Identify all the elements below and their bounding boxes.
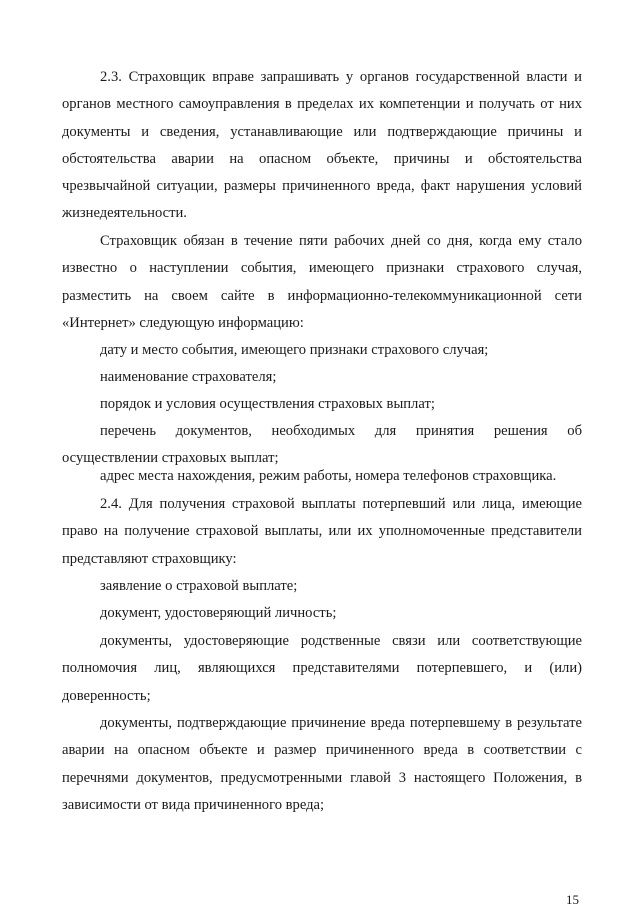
paragraph-2-4: 2.4. Для получения страховой выплаты потерпевший или лица, имеющие право на получение страховой выплаты, или их уполномоченные представители представляют страховщику:: [62, 496, 582, 567]
list-item-payment-claim: заявление о страховой выплате;: [100, 578, 298, 594]
list-item-payment-procedure: порядок и условия осуществления страховых выплат;: [100, 396, 435, 412]
list-item-harm-documents: документы, подтверждающие причинение вреда потерпевшему в результате аварии на опасном объекте и размер причиненного вреда в соответствии с перечнями документов, предусмотренными главой 3 настоящего Положения, в зависимости от вида причиненного вреда;: [62, 715, 582, 813]
paragraph-insurer-obligation: Страховщик обязан в течение пяти рабочих дней со дня, когда ему стало известно о наступлении события, имеющего признаки страхового случая, разместить на своем сайте в информационно-телекоммуникационной сети «Интернет» следующую информацию:: [62, 233, 582, 331]
paragraph-2-3: 2.3. Страховщик вправе запрашивать у органов государственной власти и органов местного самоуправления в пределах их компетенции и получать от них документы и сведения, устанавливающие или подтверждающие причины и обстоятельства аварии на опасном объекте, причины и обстоятельства чрезвычайной ситуации, размеры причиненного вреда, факт нарушения условий жизнедеятельности.: [62, 69, 582, 222]
list-item-insurer-address: адрес места нахождения, режим работы, номера телефонов страховщика.: [100, 468, 557, 484]
list-item-event-date: дату и место события, имеющего признаки страхового случая;: [100, 342, 489, 358]
page-number: 15: [566, 892, 579, 907]
list-item-policyholder-name: наименование страхователя;: [100, 369, 277, 385]
list-item-identity-document: документ, удостоверяющий личность;: [100, 605, 337, 621]
list-item-documents-list: перечень документов, необходимых для принятия решения об осуществлении страховых выплат;: [62, 423, 582, 467]
list-item-kinship-documents: документы, удостоверяющие родственные связи или соответствующие полномочия лиц, являющихся представителями потерпевшего, и (или) доверенность;: [62, 633, 582, 704]
